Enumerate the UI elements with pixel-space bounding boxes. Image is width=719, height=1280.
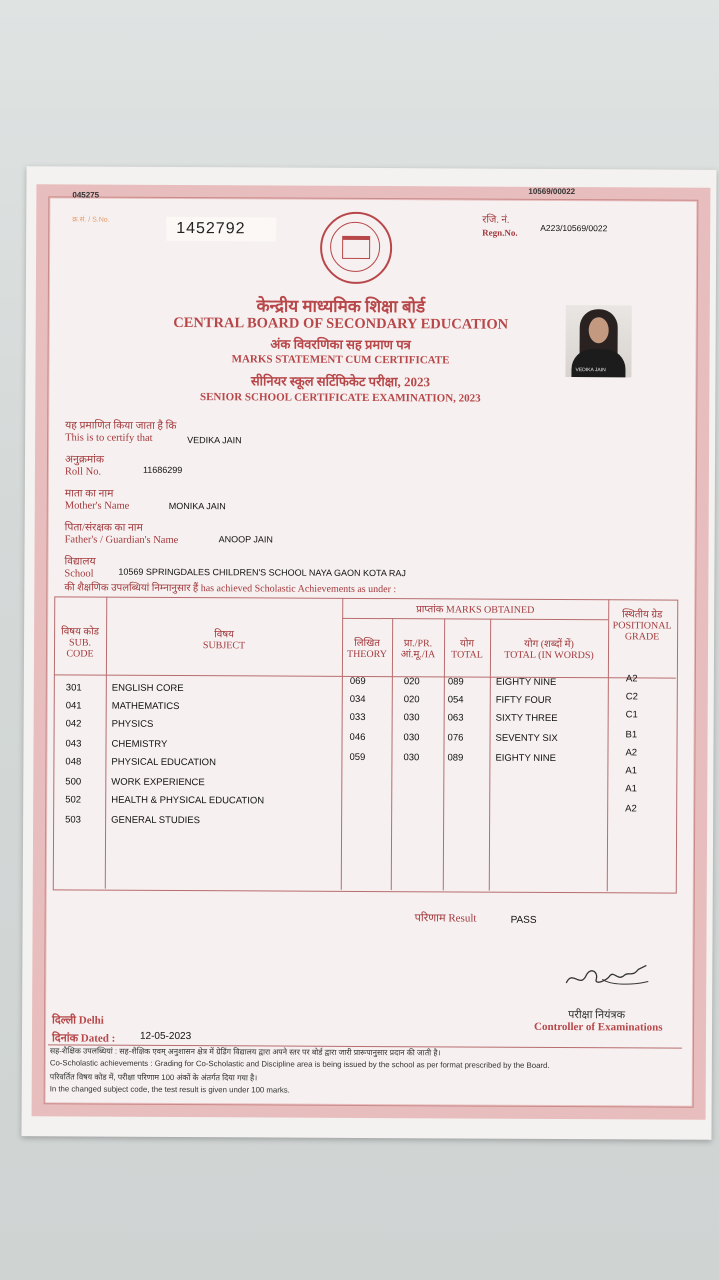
subject-code: 502 [65,794,82,806]
total-marks: 089 [447,676,464,688]
note-changed-code: In the changed subject code, the test result is given under 100 marks. [49,1084,290,1095]
total-in-words: EIGHTY NINE [495,676,557,688]
roll-label-hindi: अनुक्रमांक [64,454,105,466]
photo-caption: VEDIKA JAIN [575,367,606,374]
total-marks: 054 [447,694,464,706]
mother-name: MONIKA JAIN [168,500,226,512]
header-subject-hindi: विषय [214,629,234,641]
cbse-logo-icon [320,212,392,284]
regn-label: Regn.No. [482,227,518,238]
serial-left: 045275 [72,190,100,200]
theory-marks: 033 [349,711,366,723]
serial-right: 10569/00022 [528,186,576,197]
total-marks: 089 [447,752,464,764]
header-grade: स्थितीय ग्रेड POSITIONAL GRADE [612,609,672,643]
place: दिल्ली Delhi [52,1014,104,1027]
positional-grade: A2 [625,673,638,685]
total-marks: 063 [447,712,464,724]
total-marks: 076 [447,732,464,744]
subject-name: MATHEMATICS [111,700,180,713]
result-value: PASS [510,914,537,926]
subject-code: 301 [65,682,82,694]
subject-code: 042 [65,718,82,730]
student-name: VEDIKA JAIN [187,435,242,446]
theory-marks: 059 [349,751,366,763]
positional-grade: C2 [625,691,638,703]
note-co-scholastic: Co-Scholastic achievements : Grading for Co-Scholastic and Discipline area is being issued by the school as per format prescribed by the Board. [49,1058,550,1070]
regn-label-hi: रजि. नं. [482,214,510,226]
exam-title: SENIOR SCHOOL CERTIFICATE EXAMINATION, 2023 [199,391,481,405]
regn-number: A223/10569/0022 [540,222,608,234]
header-practical: प्रा./PR. आं.मू./IA [400,638,436,661]
theory-marks: 034 [349,693,366,705]
result-label: परिणाम Result [414,912,477,925]
positional-grade: A1 [625,783,637,795]
school-label-hindi: विद्यालय [64,556,96,568]
issue-date: 12-05-2023 [139,1030,192,1043]
header-marks-obtained: प्राप्तांक MARKS OBTAINED [416,604,535,616]
practical-marks: 030 [403,712,420,724]
practical-marks: 020 [403,694,420,706]
board-name-hindi: केन्द्रीय माध्यमिक शिक्षा बोर्ड [256,296,426,317]
header-theory: लिखित THEORY [346,637,388,661]
roll-label: Roll No. [64,466,102,478]
subject-code: 048 [65,756,82,768]
board-name: CENTRAL BOARD OF SECONDARY EDUCATION [173,314,509,333]
father-label-hindi: पिता/संरक्षक का नाम [64,522,143,534]
dated-label: दिनांक Dated : [51,1032,116,1045]
doc-title: MARKS STATEMENT CUM CERTIFICATE [231,353,450,367]
total-in-words: FIFTY FOUR [495,694,552,706]
positional-grade: A2 [625,803,637,815]
theory-marks: 046 [349,731,366,743]
practical-marks: 030 [403,732,420,744]
note-changed-code-hindi: परिवर्तित विषय कोड में, परीक्षा परिणाम 100 अंकों के अंतर्गत दिया गया है। [49,1072,258,1083]
theory-marks: 069 [349,675,366,687]
positional-grade: A1 [625,765,638,777]
subject-code: 503 [65,814,82,826]
father-label: Father's / Guardian's Name [64,534,179,546]
subject-code: 500 [65,776,82,788]
header-code-hindi: विषय कोड [61,626,100,638]
roll-number: 11686299 [142,464,183,476]
practical-marks: 030 [403,752,420,764]
practical-marks: 020 [403,676,420,688]
header-subject [106,629,342,652]
note-co-scholastic-hindi: सह-शैक्षिक उपलब्धियां : सह-शैक्षिक एवम् अनुशासन क्षेत्र में ग्रेडिंग विद्यालय द्वारा अपने स्तर पर बोर्ड द्वारा जारी प्रारूपानुसार प्रदान की जाती है। [49,1046,441,1058]
mother-label-hindi: माता का नाम [64,488,114,500]
subject-code: 043 [65,738,82,750]
exam-title-hindi: सीनियर स्कूल सर्टिफिकेट परीक्षा, 2023 [250,373,431,390]
header-code-en1: SUB. [69,637,92,649]
student-photo [565,305,631,377]
certify-label: This is to certify that [65,432,153,444]
total-in-words: EIGHTY NINE [495,752,557,764]
subject-name: ENGLISH CORE [111,682,184,695]
cert-no-label: क्र.सं. / S.No. [72,216,110,224]
doc-title-hindi: अंक विवरणिका सह प्रमाण पत्र [270,336,411,353]
positional-grade: A2 [625,747,638,759]
header-subject-en: SUBJECT [202,640,246,652]
positional-grade: B1 [625,729,638,741]
school-label: School [64,568,94,580]
subject-name: WORK EXPERIENCE [111,776,205,789]
subject-name: PHYSICS [111,718,154,730]
controller-hindi: परीक्षा नियंत्रक [568,1009,626,1022]
certify-hindi: यह प्रमाणित किया जाता है कि [65,420,177,432]
subject-code: 041 [65,700,82,712]
subject-name: HEALTH & PHYSICAL EDUCATION [111,794,265,807]
controller-signature [562,959,652,993]
certificate-sheet [21,166,716,1140]
achievements-line: की शैक्षणिक उपलब्धियां निम्नानुसार हैं has achieved Scholastic Achievements as under : [64,582,397,596]
header-total-words: योग (शब्दों में) TOTAL (IN WORDS) [504,638,594,662]
header-code-en2: CODE [66,648,94,660]
controller-title: Controller of Examinations [534,1020,663,1034]
mother-label: Mother's Name [64,500,130,512]
school-name: 10569 SPRINGDALES CHILDREN'S SCHOOL NAYA GAON KOTA RAJ [118,566,406,579]
cert-number: 1452792 [166,217,276,242]
total-in-words: SIXTY THREE [495,712,558,724]
positional-grade: C1 [625,709,638,721]
subject-name: CHEMISTRY [111,738,168,750]
father-name: ANOOP JAIN [218,534,273,545]
header-total: योग TOTAL [451,638,483,661]
total-in-words: SEVENTY SIX [495,732,558,744]
header-code [54,626,106,659]
subject-name: PHYSICAL EDUCATION [111,756,216,769]
subject-name: GENERAL STUDIES [111,814,201,827]
